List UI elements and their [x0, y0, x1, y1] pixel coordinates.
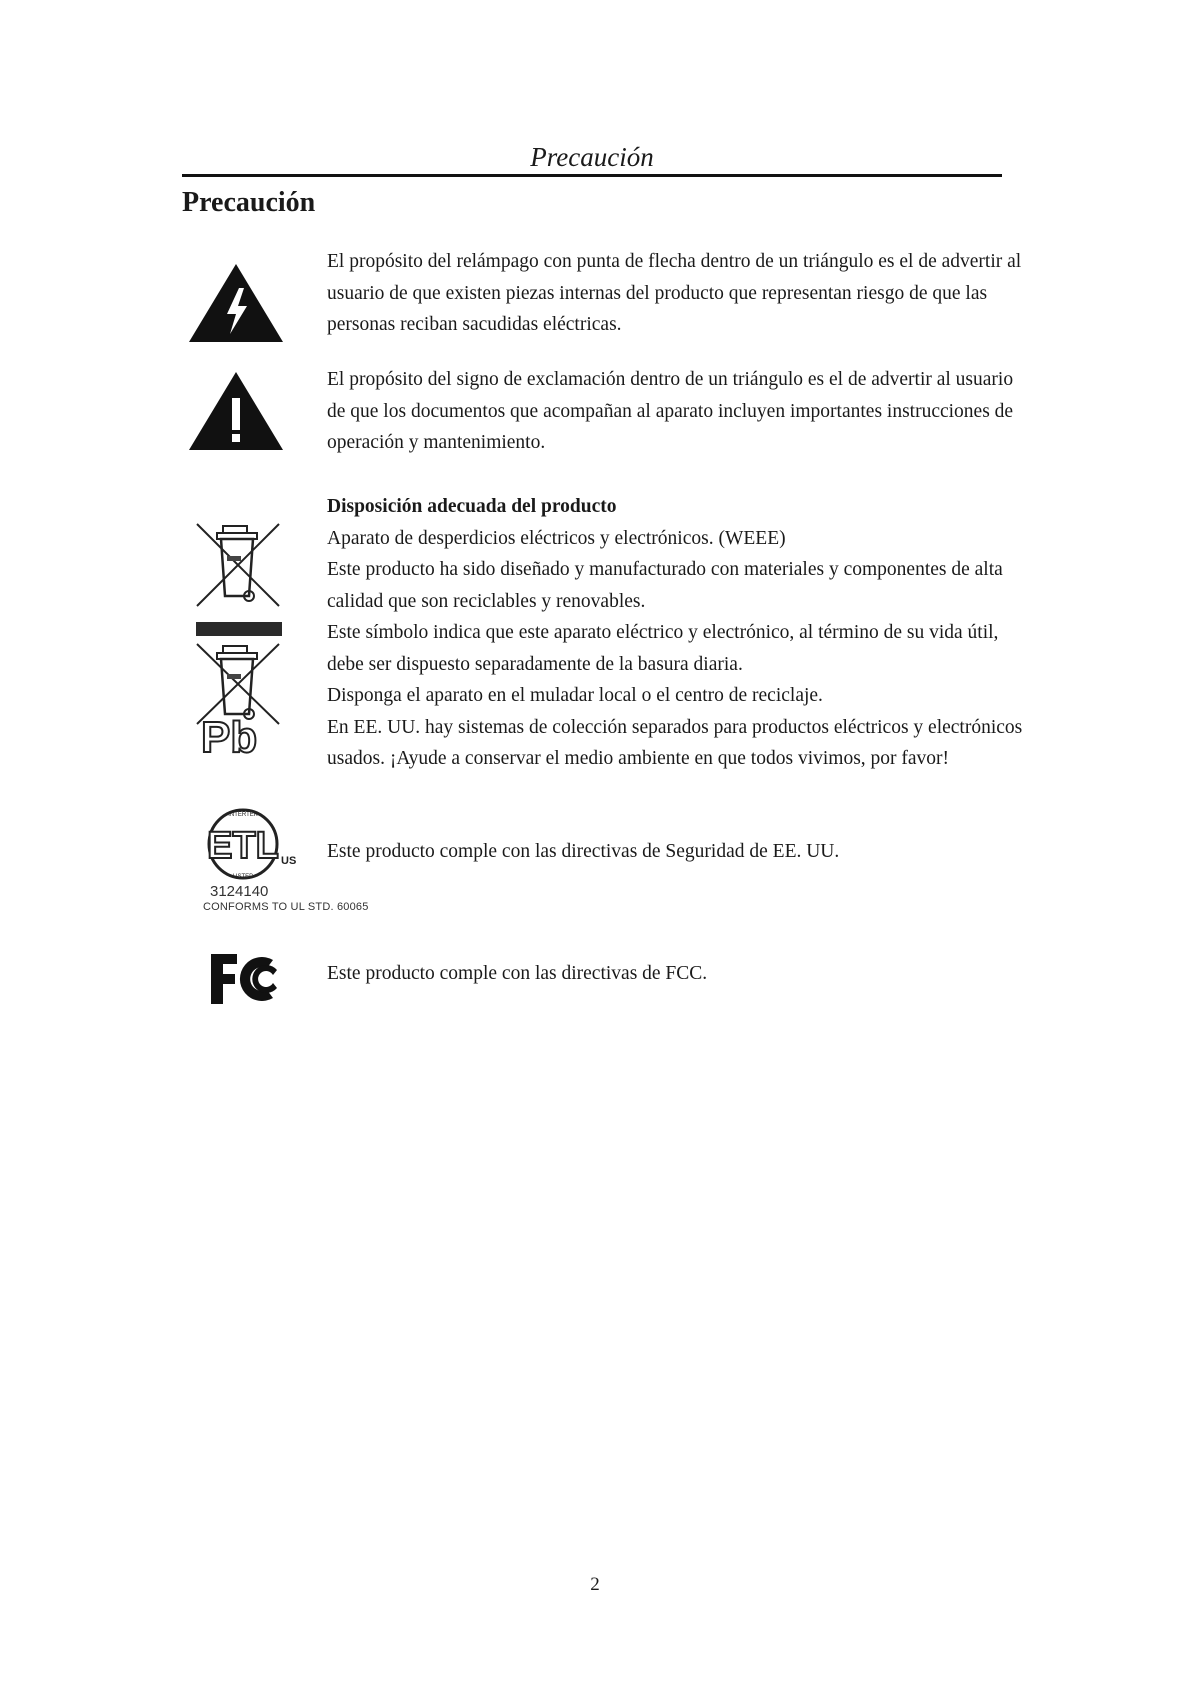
svg-text:LISTED: LISTED [232, 874, 254, 880]
disposal-line-1: Aparato de desperdicios eléctricos y electrónicos. (WEEE) [327, 527, 786, 549]
page-number: 2 [590, 1574, 600, 1595]
disposal-heading: Disposición adecuada del producto [327, 496, 617, 517]
fcc-text: Este producto comple con las directivas de FCC. [327, 963, 708, 984]
running-header-title: Precaución [530, 142, 654, 172]
svg-text:ETL: ETL [207, 825, 279, 867]
disposal-section [327, 491, 1027, 775]
weee-bar-icon [196, 622, 282, 636]
disposal-line-5: En EE. UU. hay sistemas de colección separados para productos eléctricos y electrónicos usados. ¡Ayude a conservar el medio ambiente en que todos vivimos, por favor! [327, 716, 1023, 769]
etl-listed-mark-icon [205, 804, 299, 884]
running-header [182, 138, 1002, 177]
disposal-line-3: Este símbolo indica que este aparato eléctrico y electrónico, al término de su vida útil, debe ser dispuesto separadamente de la basura diaria. [327, 622, 999, 675]
fcc-logo-icon [207, 950, 287, 1008]
exclamation-warning-text: El propósito del signo de exclamación dentro de un triángulo es el de advertir al usuario de que los documentos que acompañan al aparato incluyen importantes instrucciones de operación y mantenimiento. [327, 369, 1014, 453]
disposal-line-4: Disponga el aparato en el muladar local o el centro de reciclaje. [327, 685, 823, 706]
weee-crossed-bin-icon [193, 520, 283, 610]
etl-conformance: CONFORMS TO UL STD. 60065 [203, 901, 369, 913]
exclamation-warning-icon [187, 370, 285, 452]
svg-text:US: US [281, 855, 297, 867]
svg-text:INTERTEK: INTERTEK [228, 812, 258, 818]
etl-text: Este producto comple con las directivas de Seguridad de EE. UU. [327, 841, 840, 862]
pb-lead-label: Pb [201, 713, 258, 762]
lightning-warning-text: El propósito del relámpago con punta de flecha dentro de un triángulo es el de advertir al usuario de que existen piezas internas del producto que representan riesgo de que las personas reciban sacudidas eléctricas. [327, 251, 1022, 335]
electric-shock-warning-icon [187, 262, 285, 344]
disposal-line-2: Este producto ha sido diseñado y manufacturado con materiales y componentes de alta calidad que son reciclables y renovables. [327, 559, 1003, 612]
page-title: Precaución [182, 187, 316, 218]
etl-number: 3124140 [210, 883, 269, 900]
